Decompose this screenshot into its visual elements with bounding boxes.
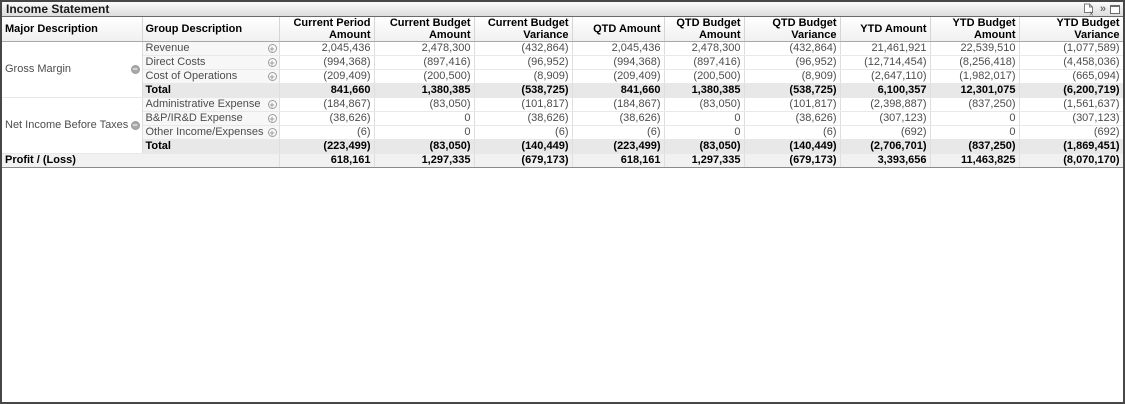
value-cell: (8,909)	[744, 70, 840, 84]
total-value-cell: 12,301,075	[930, 84, 1019, 98]
group-cell	[142, 112, 279, 126]
value-cell: (184,867)	[279, 98, 374, 112]
maximize-icon[interactable]	[1110, 5, 1120, 14]
fast-change-icon[interactable]: »	[1099, 2, 1105, 15]
total-value-cell: (1,869,451)	[1019, 140, 1123, 154]
grand-total-value-cell: (8,070,170)	[1019, 154, 1123, 168]
group-label[interactable]: Cost of Operations	[145, 70, 238, 82]
value-cell: (6)	[474, 126, 572, 140]
grand-total-value-cell: 618,161	[572, 154, 664, 168]
major-cell-content	[5, 119, 140, 132]
value-cell: 22,539,510	[930, 42, 1019, 56]
value-cell: (897,416)	[374, 56, 474, 70]
major-label[interactable]: Net Income Before Taxes	[5, 119, 129, 131]
expand-icon[interactable]: +	[269, 72, 275, 82]
expand-icon[interactable]: +	[269, 44, 275, 54]
column-header: QTD Budget Amount	[664, 17, 744, 42]
total-value-cell: 841,660	[572, 84, 664, 98]
column-header: Major Description	[2, 17, 142, 42]
value-cell: (83,050)	[664, 98, 744, 112]
total-value-cell: (837,250)	[930, 140, 1019, 154]
value-cell: (8,256,418)	[930, 56, 1019, 70]
caption-icons	[1082, 3, 1120, 16]
value-cell: (12,714,454)	[840, 56, 930, 70]
value-cell: (665,094)	[1019, 70, 1123, 84]
major-cell	[2, 98, 142, 154]
value-cell: (96,952)	[474, 56, 572, 70]
group-cell-content	[146, 42, 277, 55]
total-value-cell: (538,725)	[474, 84, 572, 98]
caption-bar	[2, 2, 1123, 17]
total-label: Total	[142, 140, 279, 154]
column-header: Group Description	[142, 17, 279, 42]
group-label[interactable]: Revenue	[145, 42, 190, 54]
value-cell: (1,982,017)	[930, 70, 1019, 84]
value-cell: (307,123)	[840, 112, 930, 126]
maximize-box	[1110, 5, 1120, 14]
group-cell	[142, 42, 279, 56]
value-cell: 2,478,300	[374, 42, 474, 56]
detail-row	[2, 70, 1123, 84]
value-cell: (692)	[1019, 126, 1123, 140]
collapse-icon[interactable]: −	[132, 64, 138, 74]
detail-row	[2, 42, 1123, 56]
grand-total-value-cell: (679,173)	[744, 154, 840, 168]
group-cell-content	[146, 126, 277, 139]
value-cell: (38,626)	[572, 112, 664, 126]
pivot-table	[2, 17, 1124, 168]
grand-total-value-cell: (679,173)	[474, 154, 572, 168]
value-cell: 21,461,921	[840, 42, 930, 56]
excel-export-icon[interactable]	[1082, 3, 1095, 16]
grand-total-value-cell: 1,297,335	[374, 154, 474, 168]
grand-total-row	[2, 154, 1123, 168]
detail-row	[2, 126, 1123, 140]
value-cell: (307,123)	[1019, 112, 1123, 126]
grand-total-value-cell: 3,393,656	[840, 154, 930, 168]
value-cell: (897,416)	[664, 56, 744, 70]
column-header: QTD Amount	[572, 17, 664, 42]
value-cell: (432,864)	[744, 42, 840, 56]
column-header: Current Budget Amount	[374, 17, 474, 42]
detail-row	[2, 112, 1123, 126]
grand-total-value-cell: 1,297,335	[664, 154, 744, 168]
total-value-cell: 1,380,385	[374, 84, 474, 98]
group-cell	[142, 98, 279, 112]
value-cell: (994,368)	[279, 56, 374, 70]
value-cell: (38,626)	[279, 112, 374, 126]
collapse-icon[interactable]: −	[132, 120, 138, 130]
svg-text:x: x	[1089, 8, 1094, 16]
total-value-cell: (140,449)	[744, 140, 840, 154]
value-cell: 0	[930, 126, 1019, 140]
total-value-cell: (83,050)	[664, 140, 744, 154]
grand-total-value-cell: 11,463,825	[930, 154, 1019, 168]
major-label[interactable]: Gross Margin	[5, 63, 72, 75]
total-value-cell: (538,725)	[744, 84, 840, 98]
total-value-cell: 1,380,385	[664, 84, 744, 98]
value-cell: 0	[374, 126, 474, 140]
total-value-cell: 841,660	[279, 84, 374, 98]
total-value-cell: (140,449)	[474, 140, 572, 154]
column-header: YTD Budget Amount	[930, 17, 1019, 42]
expand-icon[interactable]: +	[269, 114, 275, 124]
value-cell: 0	[664, 112, 744, 126]
value-cell: (101,817)	[744, 98, 840, 112]
value-cell: (200,500)	[664, 70, 744, 84]
value-cell: (994,368)	[572, 56, 664, 70]
value-cell: 0	[374, 112, 474, 126]
detail-row	[2, 56, 1123, 70]
grand-total-value-cell: 618,161	[279, 154, 374, 168]
header-row	[2, 17, 1123, 42]
total-label: Total	[142, 84, 279, 98]
detail-row	[2, 98, 1123, 112]
value-cell: 2,478,300	[664, 42, 744, 56]
table-header	[2, 17, 1123, 42]
value-cell: (8,909)	[474, 70, 572, 84]
group-cell	[142, 126, 279, 140]
value-cell: (837,250)	[930, 98, 1019, 112]
total-row	[2, 84, 1123, 98]
group-cell	[142, 70, 279, 84]
value-cell: (209,409)	[279, 70, 374, 84]
group-cell-content	[146, 70, 277, 83]
value-cell: (2,398,887)	[840, 98, 930, 112]
group-cell-content	[146, 112, 277, 125]
value-cell: 0	[664, 126, 744, 140]
expand-icon[interactable]: +	[269, 58, 275, 68]
column-header: QTD Budget Variance	[744, 17, 840, 42]
value-cell: (692)	[840, 126, 930, 140]
value-cell: (83,050)	[374, 98, 474, 112]
total-value-cell: (223,499)	[279, 140, 374, 154]
column-header: Current Budget Variance	[474, 17, 572, 42]
window-title: Income Statement	[6, 1, 110, 16]
total-row	[2, 140, 1123, 154]
total-value-cell: (2,706,701)	[840, 140, 930, 154]
value-cell: 0	[930, 112, 1019, 126]
value-cell: (209,409)	[572, 70, 664, 84]
value-cell: (1,077,589)	[1019, 42, 1123, 56]
expand-icon[interactable]: +	[269, 128, 275, 138]
value-cell: (6)	[744, 126, 840, 140]
group-label[interactable]: Administrative Expense	[145, 98, 261, 110]
group-cell	[142, 56, 279, 70]
value-cell: 2,045,436	[279, 42, 374, 56]
value-cell: (2,647,110)	[840, 70, 930, 84]
total-value-cell: 6,100,357	[840, 84, 930, 98]
grand-total-label: Profit / (Loss)	[2, 154, 279, 168]
value-cell: (200,500)	[374, 70, 474, 84]
column-header: YTD Budget Variance	[1019, 17, 1123, 42]
value-cell: (184,867)	[572, 98, 664, 112]
major-cell	[2, 42, 142, 98]
value-cell: (101,817)	[474, 98, 572, 112]
value-cell: (6)	[572, 126, 664, 140]
total-value-cell: (83,050)	[374, 140, 474, 154]
expand-icon[interactable]: +	[269, 100, 275, 110]
value-cell: (1,561,637)	[1019, 98, 1123, 112]
group-label[interactable]: Other Income/Expenses	[145, 126, 264, 138]
total-value-cell: (6,200,719)	[1019, 84, 1123, 98]
value-cell: (38,626)	[744, 112, 840, 126]
group-cell-content	[146, 98, 277, 111]
value-cell: (96,952)	[744, 56, 840, 70]
value-cell: (6)	[279, 126, 374, 140]
group-cell-content	[146, 56, 277, 69]
major-cell-content	[5, 63, 140, 76]
column-header: YTD Amount	[840, 17, 930, 42]
value-cell: 2,045,436	[572, 42, 664, 56]
total-value-cell: (223,499)	[572, 140, 664, 154]
group-label[interactable]: Direct Costs	[145, 56, 206, 68]
value-cell: (38,626)	[474, 112, 572, 126]
group-label[interactable]: B&P/IR&D Expense	[145, 112, 243, 124]
table-body	[2, 42, 1123, 168]
value-cell: (4,458,036)	[1019, 56, 1123, 70]
value-cell: (432,864)	[474, 42, 572, 56]
column-header: Current Period Amount	[279, 17, 374, 42]
